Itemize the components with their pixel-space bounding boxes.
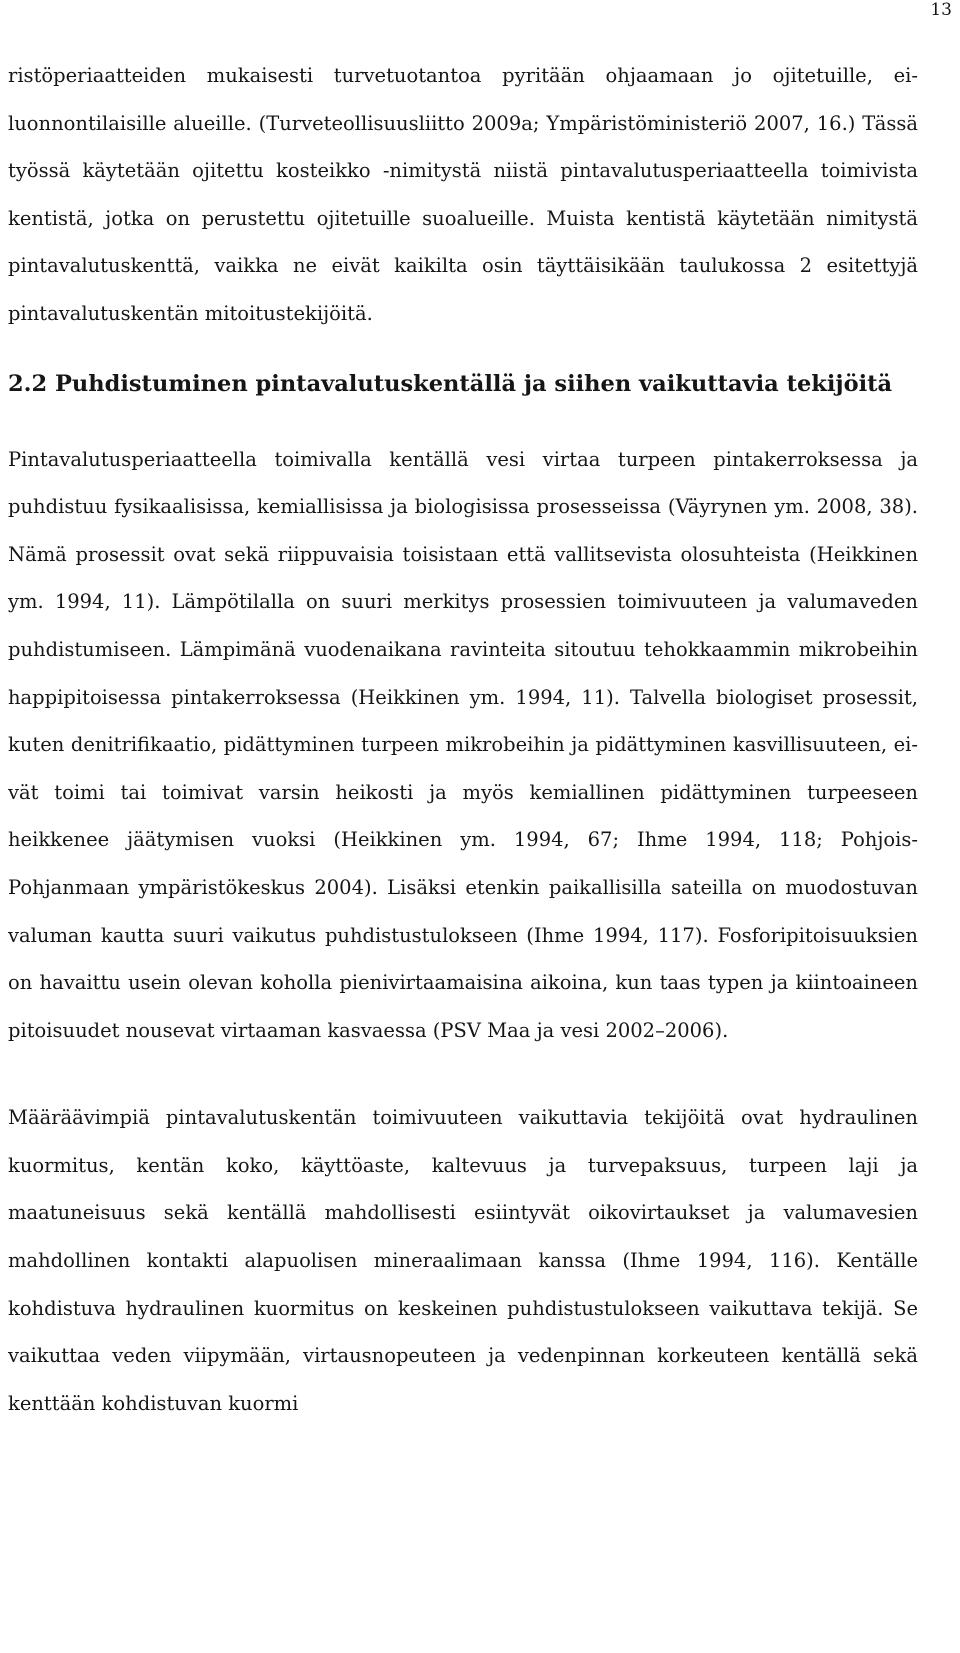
document-page xyxy=(8,52,918,1427)
paragraph-section: Pintavalutusperiaatteella toimivalla kentällä vesi virtaa turpeen pintakerroksessa ja puhdistuu fysikaalisissa, kemiallisissa ja biologisissa prosesseissa (Väyrynen ym. 2008, 38). Nämä prosessit ovat sekä riippuvaisia toisistaan että vallitsevista olosuhteista (Heikkinen ym. 1994, 11). Lämpötilalla on suuri merkitys prosessien toimivuuteen ja valumaveden puhdistumiseen. Lämpimänä vuodenaikana ravinteita sitoutuu tehokkaammin mikrobeihin happipitoisessa pintakerroksessa (Heikkinen ym. 1994, 11). Talvella biologiset prosessit, kuten denitrifikaatio, pidättyminen turpeen mikrobeihin ja pidättyminen kasvillisuuteen, eivät toimi tai toimivat varsin heikosti ja myös kemiallinen pidättyminen turpeeseen heikkenee jäätymisen vuoksi (Heikkinen ym. 1994, 67; Ihme 1994, 118; Pohjois-Pohjanmaan ympäristökeskus 2004). Lisäksi etenkin paikallisilla sateilla on muodostuvan valuman kautta suuri vaikutus puhdistustulokseen (Ihme 1994, 117). Fosforipitoisuuksien on havaittu usein olevan koholla pienivirtaamaisina aikoina, kun taas typen ja kiintoaineen pitoisuudet nousevat virtaaman kasvaessa (PSV Maa ja vesi 2002–2006). xyxy=(8,447,918,1042)
paragraph-factors: Määräävimpiä pintavalutuskentän toimivuuteen vaikuttavia tekijöitä ovat hydraulinen kuormitus, kentän koko, käyttöaste, kaltevuus ja turvepaksuus, turpeen laji ja maatuneisuus sekä kentällä mahdollisesti esiintyvät oikovirtaukset ja valumavesien mahdollinen kontakti alapuolisen mineraalimaan kanssa (Ihme 1994, 116). Kentälle kohdistuva hydraulinen kuormitus on keskeinen puhdistustulokseen vaikuttava tekijä. Se vaikuttaa veden viipymään, virtausnopeuteen ja vedenpinnan korkeuteen kentällä sekä kenttään kohdistuvan kuormi xyxy=(8,1106,918,1415)
paragraph-intro: ristöperiaatteiden mukaisesti turvetuotantoa pyritään ohjaamaan jo ojitetuille, ei-luonnontilaisille alueille. (Turveteollisuusliitto 2009a; Ympäristöministeriö 2007, 16.) Tässä työssä käytetään ojitettu kosteikko -nimitystä niistä pintavalutusperiaatteella toimivista kentistä, jotka on perustettu ojitetuille suoalueille. Muista kentistä käytetään nimitystä pintavalutuskenttä, vaikka ne eivät kaikilta osin täyttäisikään taulukossa 2 esitettyjä pintavalutuskentän mitoitustekijöitä. xyxy=(8,64,918,325)
section-heading: 2.2 Puhdistuminen pintavalutuskentällä ja siihen vaikuttavia tekijöitä xyxy=(8,370,893,397)
page-number: 13 xyxy=(930,0,952,20)
